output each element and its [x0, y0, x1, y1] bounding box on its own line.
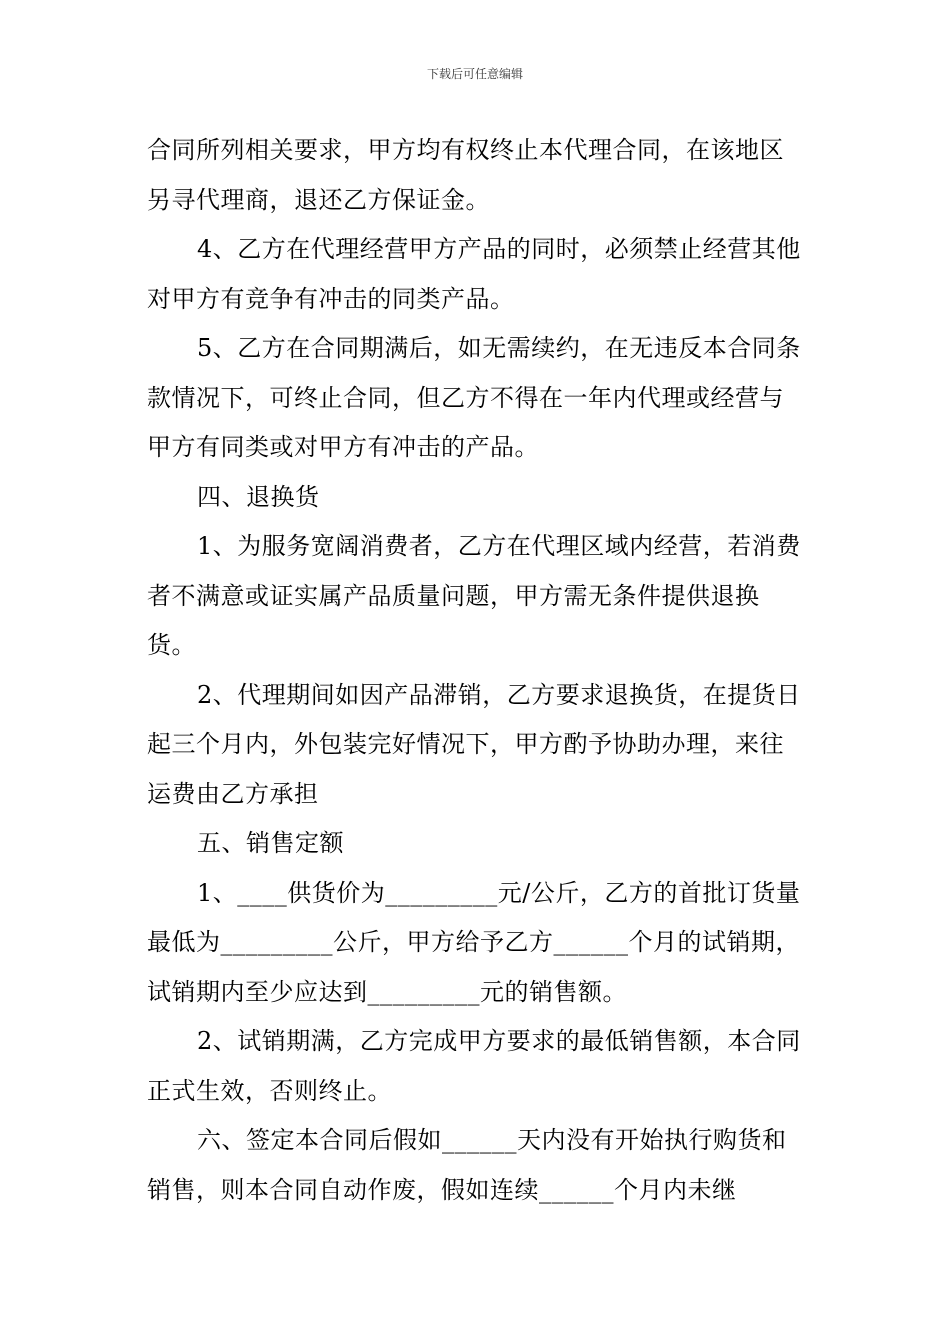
page-header-note: 下载后可任意编辑: [426, 67, 523, 81]
section-heading-returns: 四、退换货: [197, 482, 320, 511]
document-body: [147, 126, 807, 1215]
paragraph-quota-2: 2、试销期满，乙方完成甲方要求的最低销售额，本合同正式生效，否则终止。: [147, 1027, 801, 1105]
paragraph-quota-1: 1、____供货价为_________元/公斤，乙方的首批订货量最低为_________公斤，甲方给予乙方______个月的试销期，试销期内至少应达到_________元的销售额。: [147, 878, 801, 1006]
paragraph-clause-4: 4、乙方在代理经营甲方产品的同时，必须禁止经营其他对甲方有竞争有冲击的同类产品。: [147, 235, 801, 313]
section-heading-sales-quota: 五、销售定额: [197, 829, 344, 857]
paragraph-continuation: 合同所列相关要求，甲方均有权终止本代理合同，在该地区另寻代理商，退还乙方保证金。: [147, 136, 784, 214]
paragraph-returns-2: 2、代理期间如因产品滞销，乙方要求退换货，在提货日起三个月内，外包装完好情况下，甲方酌予协助办理，来往运费由乙方承担: [147, 680, 801, 808]
paragraph-section-6: 六、签定本合同后假如______天内没有开始执行购货和销售，则本合同自动作废，假如连续______个月内未继: [147, 1126, 787, 1204]
paragraph-returns-1: 1、为服务宽阔消费者，乙方在代理区域内经营，若消费者不满意或证实属产品质量问题，甲方需无条件提供退换货。: [147, 532, 801, 659]
paragraph-clause-5: 5、乙方在合同期满后，如无需续约，在无违反本合同条款情况下，可终止合同，但乙方不得在一年内代理或经营与甲方有同类或对甲方有冲击的产品。: [147, 334, 801, 461]
